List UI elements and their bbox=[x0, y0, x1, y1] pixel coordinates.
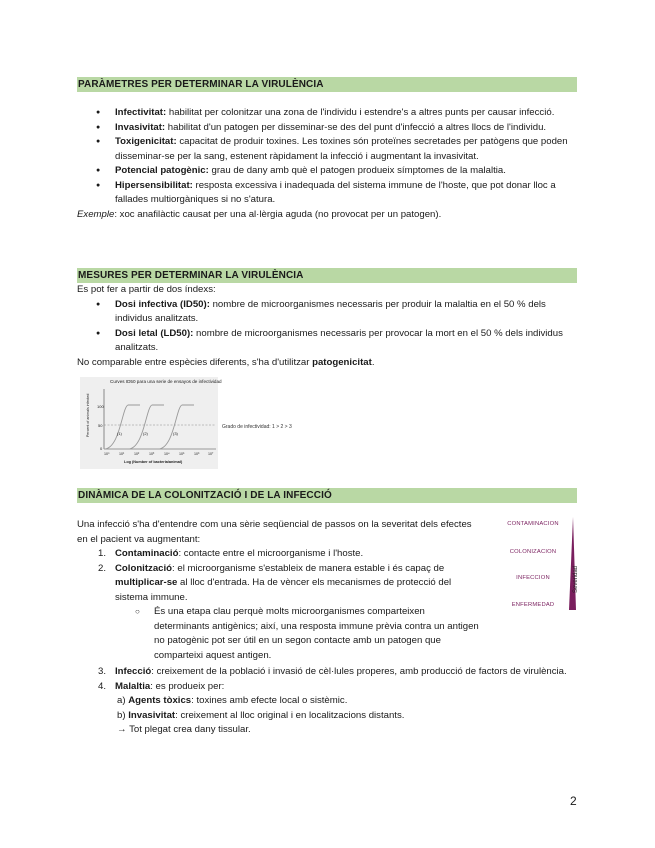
section-header-virulence-measures: MESURES PER DETERMINAR LA VIRULÈNCIA bbox=[77, 268, 577, 283]
list-item: → Tot plegat crea dany tissular. bbox=[117, 724, 251, 735]
x-axis-label: Log (Number of bacteria/animal) bbox=[124, 460, 183, 464]
x-ticks bbox=[104, 452, 214, 456]
severity-stage-label: CONTAMINACION bbox=[507, 521, 559, 527]
list-item: a) Agents tòxics: toxines amb efecte local o sistèmic. bbox=[117, 695, 348, 706]
x-tick-label: 10⁰ bbox=[104, 452, 110, 456]
example-line: Exemple: xoc anafilàctic causat per una al·lèrgia aguda (no provocat per un patogen). bbox=[77, 208, 442, 220]
x-tick-label: 10⁶ bbox=[194, 452, 200, 456]
graph-caption: Grado de infectividad: 1 > 2 > 3 bbox=[222, 424, 292, 430]
list-item: ● Toxigenicitat: capacitat de produir toxines. Les toxines són proteïnes secretades per patògens que poden disseminar-se per la sang, estenent ràpidament la infecció i augmentant la invasivitat. bbox=[77, 135, 579, 164]
list-item: 4. Malaltia: es produeix per: bbox=[98, 680, 225, 692]
graph-title: Curves ID50 para una serie de ensayos de infectividad bbox=[110, 379, 222, 384]
colonization-intro bbox=[77, 518, 477, 547]
list-item: ● Potencial patogènic: grau de dany amb què el patogen produeix símptomes de la malaltia. bbox=[77, 164, 579, 179]
y-tick-label: 100 bbox=[97, 404, 104, 409]
page-number: 2 bbox=[570, 794, 577, 808]
id50-graph-svg bbox=[80, 377, 222, 469]
list-item: ● Invasivitat: habilitat d'un patogen per disseminar-se des del punt d'infecció a altres llocs de l'individu. bbox=[77, 121, 579, 136]
x-tick-label: 10⁷ bbox=[208, 452, 214, 456]
curve-label: (3) bbox=[173, 431, 178, 436]
section-header-colonization-dynamics: DINÀMICA DE LA COLONITZACIÓ I DE LA INFECCIÓ bbox=[77, 488, 577, 503]
y-tick-label: 0 bbox=[100, 446, 103, 451]
curve-1 bbox=[104, 405, 140, 449]
list-item: 1. Contaminació: contacte entre el microorganisme i l'hoste. bbox=[98, 548, 364, 559]
comparability-note: No comparable entre espècies diferents, s'ha d'utilitzar patogenicitat. bbox=[77, 356, 375, 368]
curve-label: (2) bbox=[143, 431, 148, 436]
severity-stage-label: ENFERMEDAD bbox=[511, 602, 555, 608]
section-header-virulence-parameters: PARÀMETRES PER DETERMINAR LA VIRULÈNCIA bbox=[77, 77, 577, 92]
list-item: ● Dosi letal (LD50): nombre de microorganismes necessaris per provocar la mort en el 50 % dels individus analitzats. bbox=[77, 327, 579, 356]
list-item: ● Dosi infectiva (ID50): nombre de microorganismes necessaris per produir la malaltia en el 50 % dels individus analitzats. bbox=[77, 298, 579, 327]
severity-stage-label: INFECCION bbox=[516, 575, 550, 581]
list-item: b) Invasivitat: creixement al lloc original i en localitzacions distants. bbox=[117, 709, 405, 721]
y-tick-label: 50 bbox=[98, 423, 103, 428]
infection-steps-list bbox=[77, 547, 482, 663]
list-item: ● Hipersensibilitat: resposta excessiva i inadequada del sistema immune de l'hoste, que pot donar lloc a fallades multiorgàniques si no s'atura. bbox=[77, 179, 579, 208]
id50-graph bbox=[80, 377, 222, 469]
virulence-parameters-list bbox=[77, 106, 579, 222]
list-item: ○ És una etapa clau perquè molts microorganismes comparteixen determinants antigènics; així, una resposta immune prèvia contra un antigen no patogènic pot ser útil en un segon contacte amb un patogen que comparteixi aquest antigen. bbox=[135, 606, 479, 661]
infection-steps-list-continued bbox=[77, 665, 579, 738]
curve-2 bbox=[128, 405, 164, 449]
x-tick-label: 10² bbox=[134, 452, 140, 456]
curve-label: (1) bbox=[117, 431, 122, 436]
list-item: 3. Infecció: creixement de la població i invasió de cèl·lules properes, amb producció de factors de virulència. bbox=[98, 666, 567, 677]
measures-intro: Es pot fer a partir de dos índexs: bbox=[77, 284, 216, 295]
curve-3 bbox=[158, 405, 194, 449]
dynamics-intro: Una infecció s'ha d'entendre com una sèrie seqüencial de passos on la severitat dels efectes en el pacient va augmentant: bbox=[77, 519, 472, 545]
x-tick-label: 10⁴ bbox=[164, 452, 170, 456]
severity-axis-label bbox=[575, 545, 585, 595]
list-item: 2. Colonització: el microorganisme s'estableix de manera estable i és capaç de multiplicar-se al lloc d'entrada. Ha de vèncer els mecanismes de protecció del sistema immune. bbox=[98, 562, 452, 603]
list-item: ● Infectivitat: habilitat per colonitzar una zona de l'individu i estendre's a altres punts per causar infecció. bbox=[77, 106, 579, 121]
x-tick-label: 10³ bbox=[149, 452, 155, 456]
virulence-measures-block bbox=[77, 283, 579, 370]
x-tick-label: 10⁵ bbox=[179, 452, 185, 456]
svg-text:Severidad: Severidad bbox=[573, 565, 579, 593]
severity-stage-label: COLONIZACION bbox=[509, 549, 557, 555]
circle-bullet-icon: ○ bbox=[135, 607, 140, 616]
y-axis-label: Percent of animals infected bbox=[86, 393, 90, 437]
x-tick-label: 10¹ bbox=[119, 452, 125, 456]
severity-figure bbox=[500, 515, 585, 612]
